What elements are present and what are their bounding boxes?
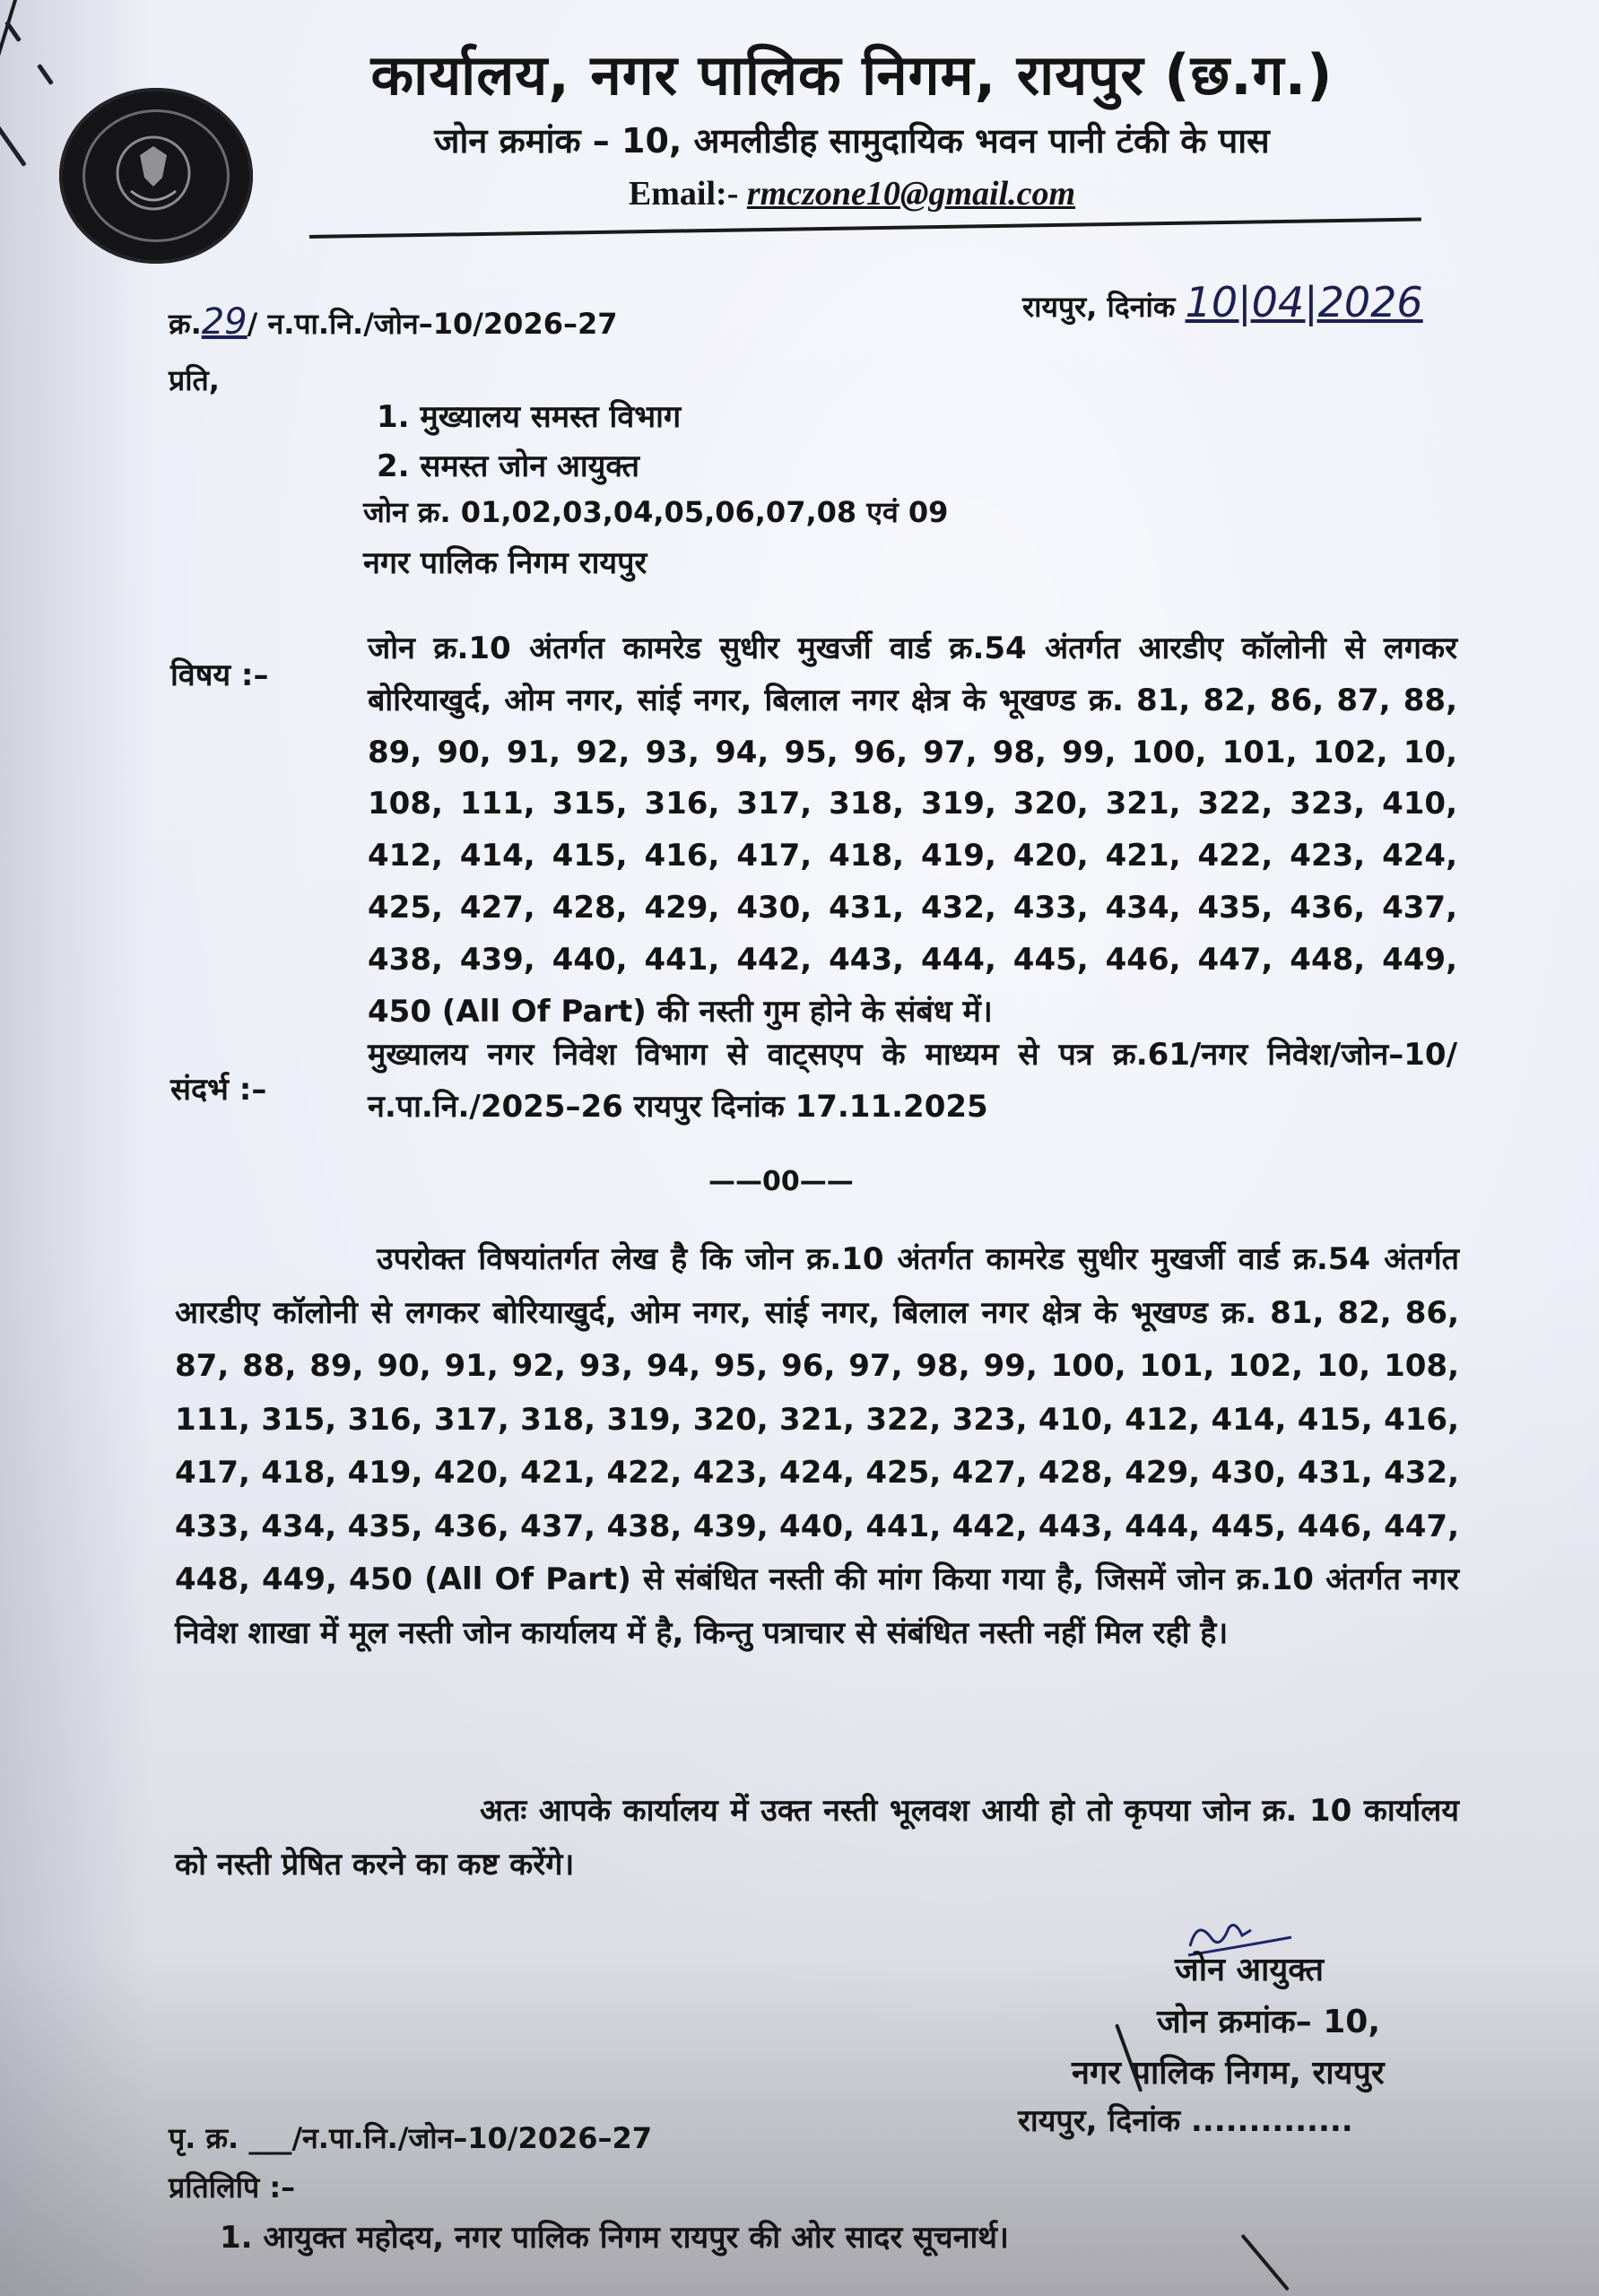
handwritten-number: 29 [201,301,248,343]
body-paragraph-1: उपरोक्त विषयांतर्गत लेख है कि जोन क्र.10 अंतर्गत कामरेड सुधीर मुखर्जी वार्ड क्र.54 अंतर्गत आरडीए कॉलोनी से लगकर बोरियाखुर्द, ओम नगर, सांई नगर, बिलाल नगर क्षेत्र के भूखण्ड क्र. 81, 82, 86, 87, 88, 89, 90, 91, 92, 93, 94, 95, 96, 97, 98, 99, 100, 101, 102, 10, 108, 111, 315, 316, 317, 318, 319, 320, 321, 322, 323, 410, 412, 414, 415, 416, 417, 418, 419, 420, 421, 422, 423, 424, 425, 427, 428, 429, 430, 431, 432, 433, 434, 435, 436, 437, 438, 439, 440, 441, 442, 443, 444, 445, 446, 447, 448, 449, 450 (All Of Part) से संबंधित नस्ती की मांग किया गया है, जिसमें जोन क्र.10 अंतर्गत नगर निवेश शाखा में मूल नस्ती जोन कार्यालय में है, किन्तु पत्राचार से संबंधित नस्ती नहीं मिल रही है। [175,1241,1459,1651]
copy-item: 1. आयुक्त महोदय, नगर पालिक निगम रायपुर की ओर सादर सूचनार्थ। [220,2220,1009,2256]
signatory-zone: जोन क्रमांक– 10, [1157,2004,1381,2040]
endorsement-ref: पृ. क्र. ___/न.पा.नि./जोन–10/2026–27 [169,2121,653,2155]
seal-emblem-icon [113,133,194,213]
recipient-item: 2. समस्त जोन आयुक्त [377,448,639,484]
reference-text: मुख्यालय नगर निवेश विभाग से वाट्सएप के माध्यम से पत्र क्र.61/नगर निवेश/जोन–10/न.पा.नि./2025–26 रायपुर दिनांक 17.11.2025 [368,1037,1457,1125]
handwritten-date: 10|04|2026 [1185,278,1423,326]
office-title: कार्यालय, नगर पालिक निगम, रायपुर (छ.ग.) [370,42,1334,108]
subject-text: जोन क्र.10 अंतर्गत कामरेड सुधीर मुखर्जी वार्ड क्र.54 अंतर्गत आरडीए कॉलोनी से लगकर बोरियाखुर्द, ओम नगर, सांई नगर, बिलाल नगर क्षेत्र के भूखण्ड क्र. 81, 82, 86, 87, 88, 89, 90, 91, 92, 93, 94, 95, 96, 97, 98, 99, 100, 101, 102, 10, 108, 111, 315, 316, 317, 318, 319, 320, 321, 322, 323, 410, 412, 414, 415, 416, 417, 418, 419, 420, 421, 422, 423, 424, 425, 427, 428, 429, 430, 431, 432, 433, 434, 435, 436, 437, 438, 439, 440, 441, 442, 443, 444, 445, 446, 447, 448, 449, 450 (All Of Part) की नस्ती गुम होने के संबंध में। [368,631,1457,1030]
office-email [269,174,1435,213]
signatory-designation: जोन आयुक्त [1175,1952,1325,1988]
email-label: Email:- [628,175,739,213]
section-divider: ——00—— [708,1166,854,1197]
municipal-seal-icon [59,88,253,264]
paper-shadow [0,0,152,2296]
recipient-label: प्रति, [169,363,220,397]
header-rule [309,218,1421,239]
office-address: जोन क्रमांक – 10, अमलीडीह सामुदायिक भवन पानी टंकी के पास [434,121,1270,161]
signatory-org: नगर पालिक निगम, रायपुर [1072,2055,1385,2092]
body-paragraph-2: अतः आपके कार्यालय में उक्त नस्ती भूलवश आयी हो तो कृपया जोन क्र. 10 कार्यालय को नस्ती प्रेषित करने का कष्ट करेंगे। [175,1793,1459,1883]
letterhead [269,42,1435,213]
letter-number [169,300,618,344]
recipient-org: नगर पालिक निगम रायपुर [363,545,647,581]
reference-label: संदर्भ :– [170,1072,267,1108]
place-date-label: रायपुर, दिनांक [1022,290,1176,324]
recipient-zones: जोन क्र. 01,02,03,04,05,06,07,08 एवं 09 [363,495,949,529]
pen-stroke [1240,2234,1289,2292]
email-address[interactable]: rmczone10@gmail.com [746,175,1076,213]
copy-label: प्रतिलिपि :– [169,2170,296,2205]
endorsement-place-date: रायपुर, दिनांक .............. [1018,2103,1353,2139]
ref-suffix: / न.पा.नि./जोन–10/2026–27 [247,307,618,341]
subject-label: विषय :– [170,657,269,693]
recipient-item: 1. मुख्यालय समस्त विभाग [377,399,682,435]
place-date [1022,278,1423,327]
ref-prefix: क्र. [169,307,202,341]
